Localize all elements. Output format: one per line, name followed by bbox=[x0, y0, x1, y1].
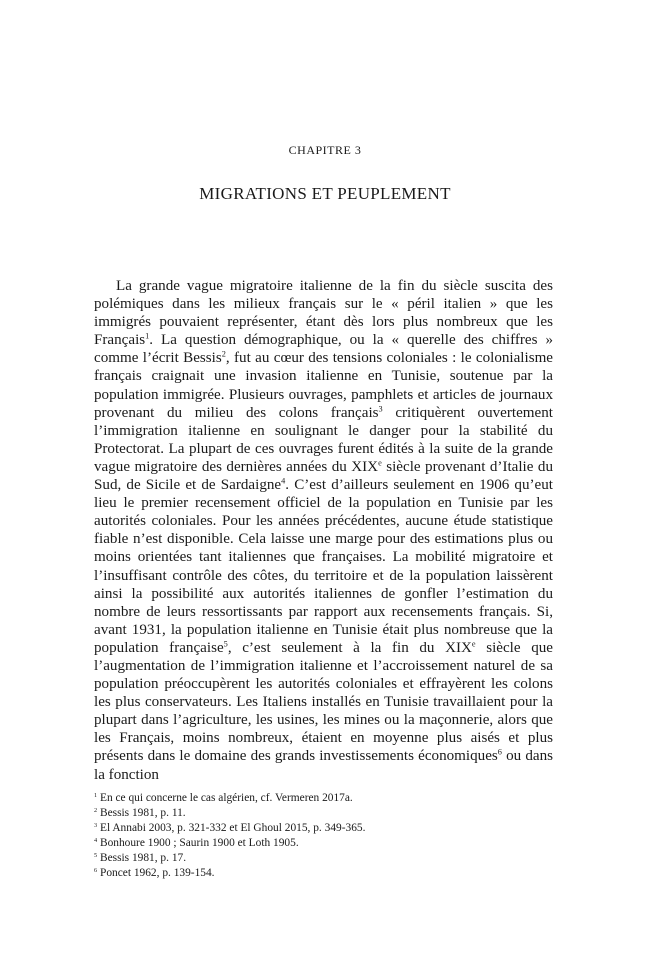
chapter-title: MIGRATIONS ET PEUPLEMENT bbox=[199, 184, 451, 203]
footnote-reference: 6 bbox=[497, 748, 502, 758]
body-text-run: , c’est seulement à la fin du XIX bbox=[227, 639, 472, 656]
footnote-reference: 1 bbox=[145, 331, 150, 341]
footnote-reference: e bbox=[471, 639, 476, 649]
body-text-run: . La question démographique, ou la « querelle des chiffres » comme l’écrit Bessis bbox=[94, 332, 553, 367]
footnote-text: El Annabi 2003, p. 321-332 et El Ghoul 2015, p. 349-365. bbox=[97, 822, 366, 834]
chapter-label: CHAPITRE 3 bbox=[288, 143, 362, 157]
body-text-run: critiquèrent ouvertement l’immigration italienne en soulignant le danger pour la stabilité du Protectorat. La plupart de ces ouvrages furent édités à la suite de la grande vague migratoire des dernières années du XIX bbox=[94, 404, 553, 475]
footnote-reference: 3 bbox=[378, 404, 383, 414]
footnote bbox=[94, 791, 553, 806]
footnote-text: Poncet 1962, p. 139-154. bbox=[97, 867, 215, 879]
footnote-number: 4 bbox=[94, 836, 98, 844]
footnote-text: En ce qui concerne le cas algérien, cf. Vermeren 2017a. bbox=[97, 792, 353, 804]
footnote-number: 3 bbox=[94, 821, 98, 829]
footnote-number: 5 bbox=[94, 851, 98, 859]
body-text-run: siècle provenant d’Italie du Sud, de Sicile et de Sardaigne bbox=[94, 458, 554, 494]
footnote-reference: 2 bbox=[221, 349, 226, 359]
footnote-reference: e bbox=[378, 458, 382, 468]
footnote-reference: 5 bbox=[223, 639, 228, 649]
footnote-text: Bessis 1981, p. 11. bbox=[97, 807, 186, 819]
footnote-number: 6 bbox=[94, 866, 98, 874]
footnote bbox=[94, 806, 553, 821]
footnote-text: Bonhoure 1900 ; Saurin 1900 et Loth 1905. bbox=[97, 837, 299, 849]
footnote bbox=[94, 821, 553, 836]
body-text-run: siècle que l’augmentation de l’immigration italienne et l’accroissement naturel de sa population préoccupèrent les autorités coloniales et effrayèrent les colons les plus conservateurs. Les Italiens installés en Tunisie travaillaient pour la plupart dans l’agriculture, les usines, les mines ou la maçonnerie, alors que les Français, moins nombreux, étaient en moyenne plus aisés et plus présents dans le domaine des grands investissements économiques bbox=[94, 639, 553, 765]
footnote-text: Bessis 1981, p. 17. bbox=[97, 852, 187, 864]
body-text-run: ou dans la fonction bbox=[94, 748, 553, 783]
footnote-number: 1 bbox=[94, 791, 98, 799]
footnote bbox=[94, 836, 553, 851]
body-paragraph bbox=[94, 277, 553, 784]
body-text-run: , fut au cœur des tensions coloniales : le colonialisme français craignait une invasion italienne en Tunisie, soutenue par la population immigrée. Plusieurs ouvrages, pamphlets et articles de journaux provenant du milieu des colons français bbox=[94, 350, 554, 421]
body-text bbox=[94, 277, 553, 784]
footnote bbox=[94, 851, 553, 866]
footnote bbox=[94, 866, 553, 881]
footnote-number: 2 bbox=[94, 806, 98, 814]
body-text-run: . C’est d’ailleurs seulement en 1906 qu’eut lieu le premier recensement officiel de la population en Tunisie par les autorités coloniales. Pour les années précédentes, aucune étude statistique fiable n’est disponible. Cela laisse une marge pour des estimations plus ou moins orientées tant italiennes que françaises. La mobilité migratoire et l’insuffisant contrôle des côtes, du territoire et de la population laissèrent ainsi la possibilité aux autorités italiennes de gonfler l’estimation du nombre de leurs ressortissants par rapport aux recensements français. Si, avant 1931, la population italienne en Tunisie était plus nombreuse que la population française bbox=[94, 477, 553, 656]
footnote-reference: 4 bbox=[281, 476, 286, 486]
body-text-run: La grande vague migratoire italienne de la fin du siècle suscita des polémiques dans les milieux français sur le « péril italien » que les immigrés pouvaient représenter, étant dès lors plus nombreux que les Français bbox=[94, 278, 553, 349]
footnotes bbox=[94, 791, 553, 881]
